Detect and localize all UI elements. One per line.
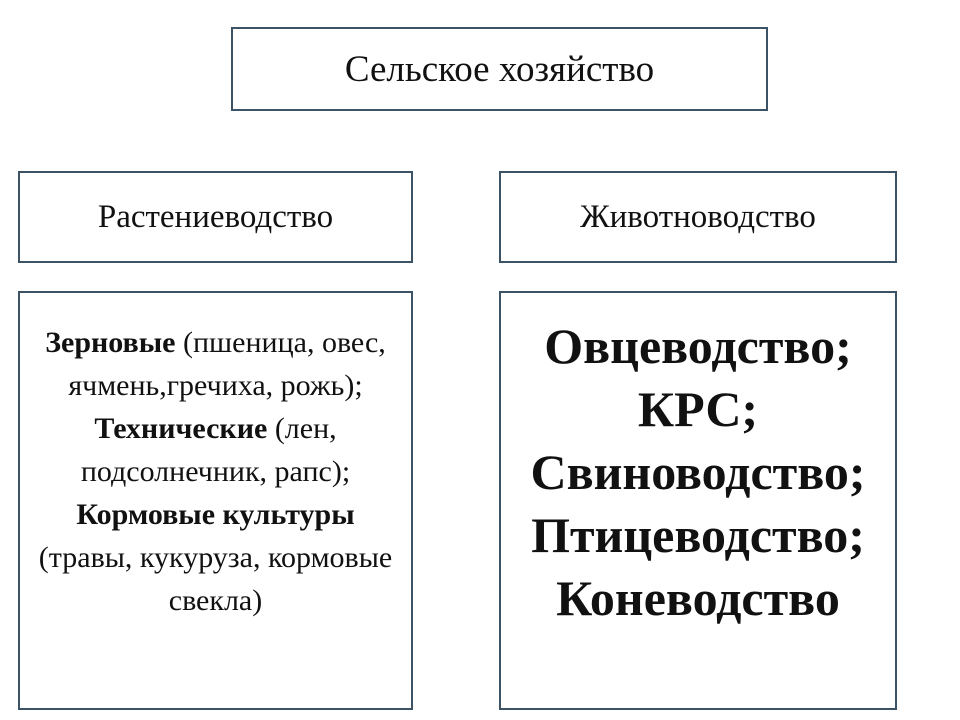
animals-branch-title: Животноводство: [580, 198, 816, 235]
plant-group-items: (лен, подсолнечник, рапс);: [80, 412, 351, 488]
root-node-box: [231, 27, 768, 111]
plants-detail-list: [32, 321, 399, 622]
animal-item-pigs: Свиноводство;: [530, 444, 866, 500]
plants-branch-title: Растениеводство: [97, 198, 334, 235]
plant-group-name: Технические: [94, 412, 268, 445]
plant-group-technical: [32, 407, 399, 493]
plant-group-name: Зерновые: [45, 326, 176, 359]
plant-group-fodder: [32, 493, 399, 622]
plants-branch-box: [18, 171, 413, 263]
animals-detail-list: [507, 315, 889, 630]
animals-detail-box: [499, 291, 897, 710]
plants-detail-box: [18, 291, 413, 710]
plant-group-items: (пшеница, овес, ячмень,гречиха, рожь);: [68, 326, 386, 402]
plant-group-items: (травы, кукуруза, кормовые свекла): [38, 541, 393, 617]
animal-item-cattle: КРС;: [637, 381, 759, 437]
animal-item-sheep: Овцеводство;: [544, 318, 852, 374]
root-node-title: Сельское хозяйство: [344, 48, 655, 90]
animals-branch-box: [499, 171, 897, 263]
plant-group-grain: [32, 321, 399, 407]
animal-item-horses: Коневодство: [556, 570, 840, 626]
animal-item-poultry: Птицеводство;: [531, 507, 865, 563]
plant-group-name: Кормовые культуры: [76, 498, 355, 531]
